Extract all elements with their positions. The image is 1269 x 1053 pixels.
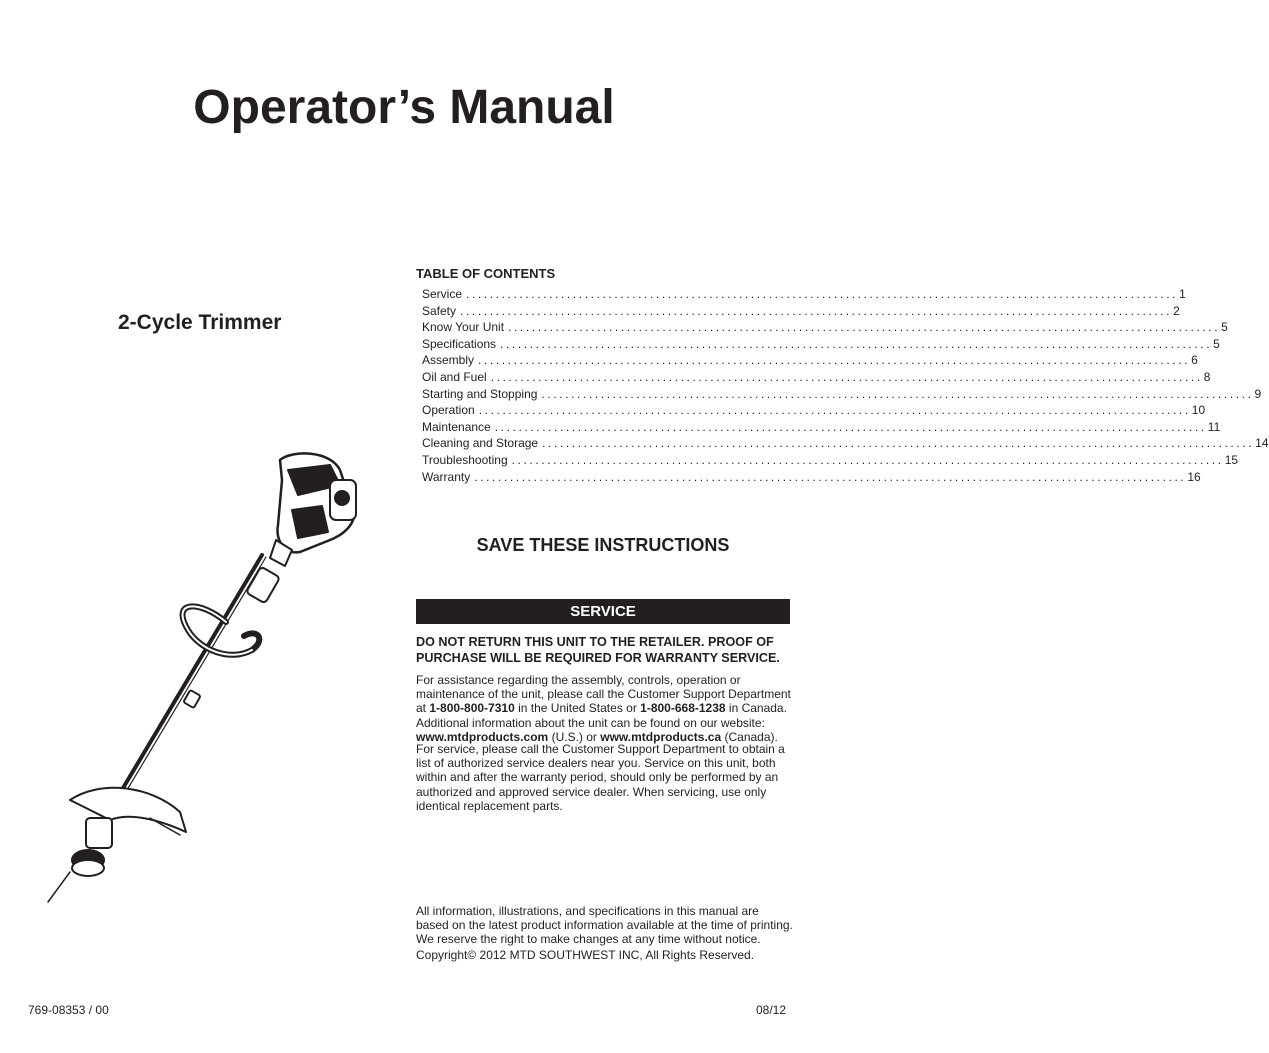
toc-entry xyxy=(422,452,1239,470)
toc-entry-page: 2 xyxy=(1173,303,1180,318)
service-section-heading: SERVICE xyxy=(416,599,790,624)
toc-entry-page: 5 xyxy=(1221,320,1228,335)
text-segment: in Canada. Additional information about the unit can be found on our website: xyxy=(416,701,787,730)
copyright: Copyright© 2012 MTD SOUTHWEST INC, All Rights Reserved. xyxy=(416,948,755,962)
toc-entry xyxy=(422,287,1186,304)
phone-canada: 1-800-668-1238 xyxy=(640,701,726,716)
toc-entry xyxy=(422,353,1198,370)
toc-entry-page: 1 xyxy=(1179,287,1186,301)
phone-us: 1-800-800-7310 xyxy=(429,701,515,716)
toc-leader-dots: ........................................................................................................................ xyxy=(490,369,1203,384)
toc-entry-label: Cleaning and Storage xyxy=(422,436,539,451)
toc-leader-dots: ........................................................................................................................ xyxy=(460,303,1173,318)
save-instructions-heading: SAVE THESE INSTRUCTIONS xyxy=(476,535,730,555)
toc-entry-label: Service xyxy=(422,287,463,301)
service-warning: DO NOT RETURN THIS UNIT TO THE RETAILER. PROOF OF PURCHASE WILL BE REQUIRED FOR WARRANTY SERVICE. xyxy=(416,635,780,665)
disclaimer: All information, illustrations, and specifications in this manual are based on the latest product information available at the time of printing. We reserve the right to make changes at any time without notice. xyxy=(416,904,793,947)
text-segment: in the United States or xyxy=(514,701,641,716)
text-segment: For assistance regarding the assembly, controls, operation or maintenance of the unit, please call the Customer Support Department at xyxy=(416,673,791,716)
toc-entry-page: 11 xyxy=(1207,419,1221,434)
toc-entry xyxy=(422,469,1201,487)
toc-entry-page: 16 xyxy=(1187,469,1201,484)
toc-leader-dots: ........................................................................................................................ xyxy=(508,320,1221,335)
page-title: Operator’s Manual xyxy=(193,81,615,134)
toc-entry-label: Safety xyxy=(422,303,457,318)
toc-entry-page: 6 xyxy=(1191,353,1198,368)
toc-leader-dots: ........................................................................................................................ xyxy=(511,452,1224,467)
table-of-contents xyxy=(422,287,1269,486)
toc-entry-label: Specifications xyxy=(422,336,497,351)
toc-leader-dots: ........................................................................................................................ xyxy=(541,386,1254,401)
toc-entry-label: Maintenance xyxy=(422,419,491,434)
trimmer-illustration xyxy=(30,440,370,920)
product-name: 2-Cycle Trimmer xyxy=(118,311,282,334)
toc-leader-dots: ........................................................................................................................ xyxy=(542,436,1255,451)
toc-leader-dots: ........................................................................................................................ xyxy=(466,287,1179,301)
toc-leader-dots: ........................................................................................................................ xyxy=(500,336,1213,351)
toc-entry-label: Warranty xyxy=(422,469,471,484)
toc-entry xyxy=(422,436,1269,453)
print-date: 08/12 xyxy=(755,1003,786,1017)
toc-entry-label: Oil and Fuel xyxy=(422,369,487,384)
toc-heading: TABLE OF CONTENTS xyxy=(416,266,556,281)
text-segment: (Canada). xyxy=(721,729,778,744)
toc-leader-dots: ........................................................................................................................ xyxy=(494,419,1207,434)
toc-entry-label: Operation xyxy=(422,403,475,418)
toc-entry-page: 8 xyxy=(1203,369,1211,384)
text-segment: (U.S.) or xyxy=(548,729,601,744)
toc-entry xyxy=(422,336,1220,354)
toc-entry xyxy=(422,419,1221,437)
toc-leader-dots: ........................................................................................................................ xyxy=(478,403,1191,418)
toc-leader-dots: ........................................................................................................................ xyxy=(474,469,1187,484)
toc-entry-page: 14 xyxy=(1255,436,1269,451)
toc-entry-page: 15 xyxy=(1224,452,1239,467)
toc-entry-label: Assembly xyxy=(422,353,475,368)
toc-entry-page: 10 xyxy=(1191,403,1206,418)
toc-entry-page: 5 xyxy=(1213,336,1220,351)
toc-entry-label: Know Your Unit xyxy=(422,320,505,335)
toc-entry-page: 9 xyxy=(1254,386,1262,401)
toc-entry xyxy=(422,369,1211,387)
toc-entry-label: Starting and Stopping xyxy=(422,386,538,401)
website-us: www.mtdproducts.com xyxy=(416,729,549,744)
toc-leader-dots: ........................................................................................................................ xyxy=(478,353,1191,368)
toc-entry xyxy=(422,303,1180,321)
service-contact-paragraph xyxy=(416,673,794,744)
part-number: 769-08353 / 00 xyxy=(28,1003,109,1017)
toc-entry xyxy=(422,386,1262,404)
toc-entry xyxy=(422,320,1228,337)
website-canada: www.mtdproducts.ca xyxy=(600,729,722,744)
toc-entry-label: Troubleshooting xyxy=(422,452,508,467)
toc-entry xyxy=(422,403,1206,420)
service-dealer-paragraph: For service, please call the Customer Support Department to obtain a list of authorized service dealers near you. Service on this unit, both within and after the warranty period, should only be performed by an authorized and approved service dealer. When servicing, use only identical replacement parts. xyxy=(416,742,785,813)
